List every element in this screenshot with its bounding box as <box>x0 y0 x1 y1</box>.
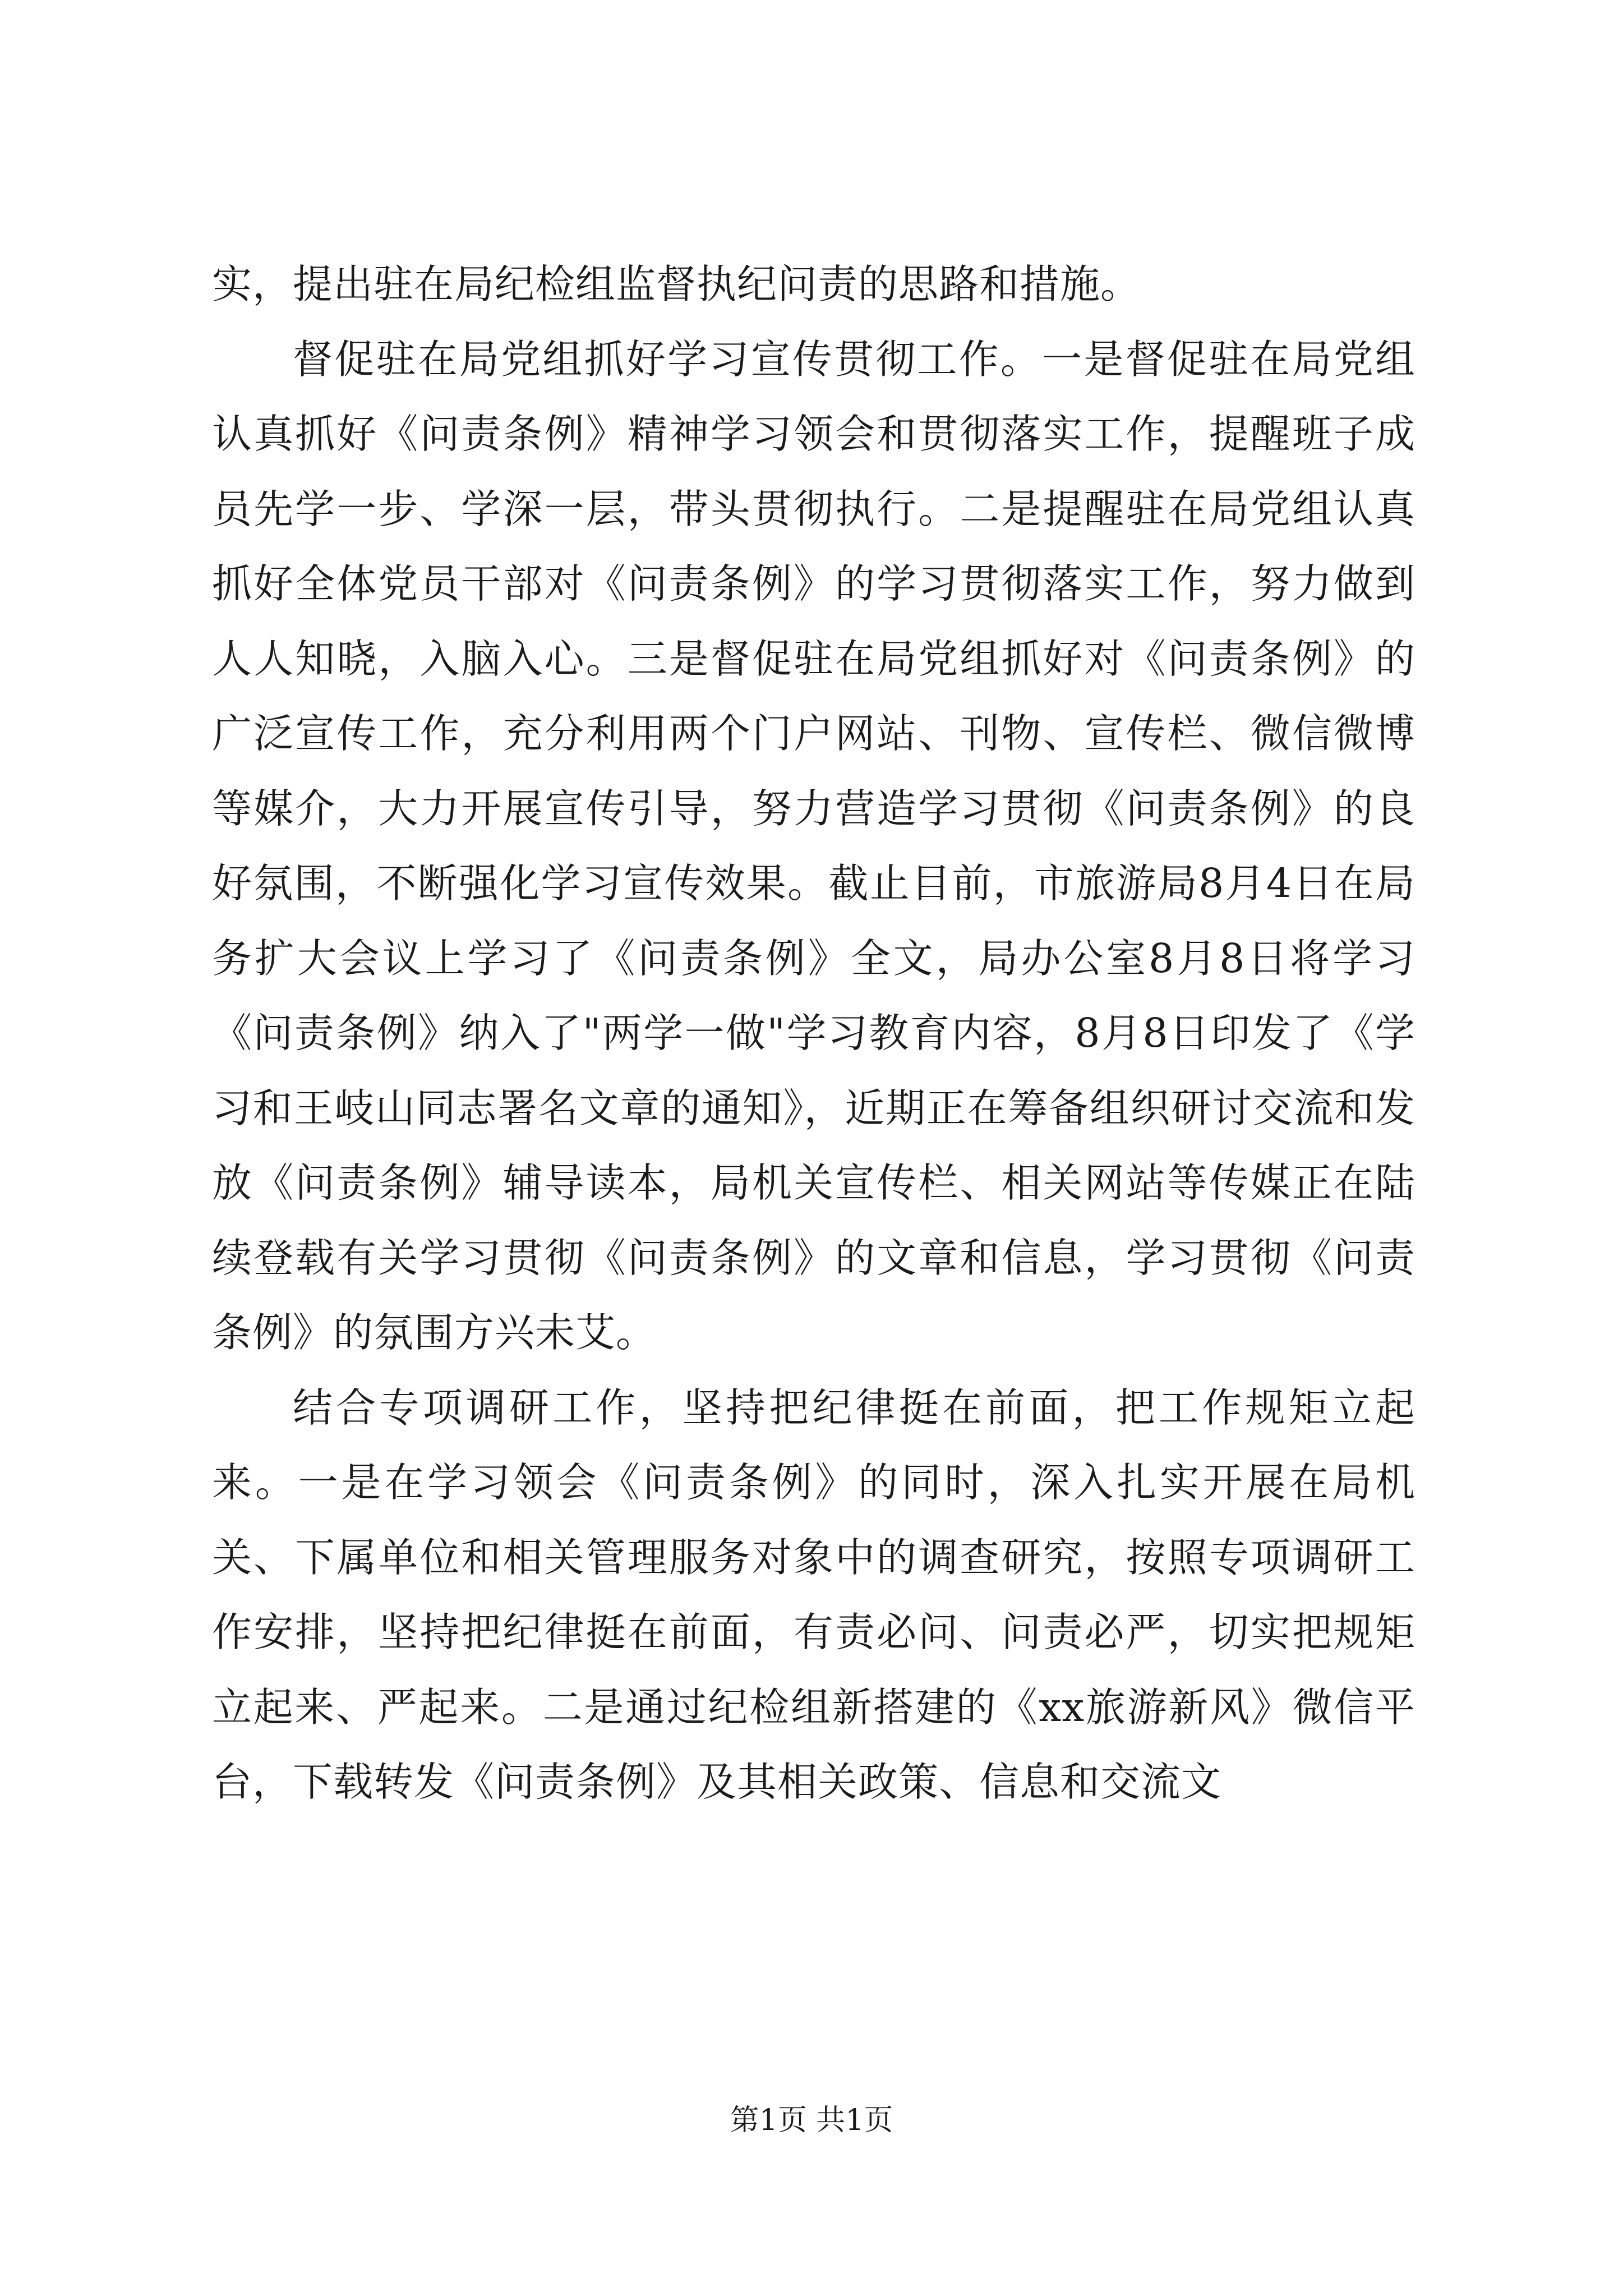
page-footer <box>0 2101 1623 2140</box>
paragraph-1: 实，提出驻在局纪检组监督执纪问责的思路和措施。 <box>212 261 1141 307</box>
paragraph-3: 结合专项调研工作，坚持把纪律挺在前面，把工作规矩立起来。一是在学习领会《问责条例》的同时，深入扎实开展在局机关、下属单位和相关管理服务对象中的调查研究，按照专项调研工作安排，坚持把纪律挺在前面，有责必问、问责必严，切实把规矩立起来、严起来。二是通过纪检组新搭建的《xx旅游新风》微信平台，下载转发《问责条例》及其相关政策、信息和交流文 <box>212 1384 1415 1805</box>
page-number-label: 第1页 共1页 <box>730 2104 893 2137</box>
document-body <box>212 247 1415 1820</box>
paragraph-2: 督促驻在局党组抓好学习宣传贯彻工作。一是督促驻在局党组认真抓好《问责条例》精神学习领会和贯彻落实工作，提醒班子成员先学一步、学深一层，带头贯彻执行。二是提醒驻在局党组认真抓好全体党员干部对《问责条例》的学习贯彻落实工作，努力做到人人知晓，入脑入心。三是督促驻在局党组抓好对《问责条例》的广泛宣传工作，充分利用两个门户网站、刊物、宣传栏、微信微博等媒介，大力开展宣传引导，努力营造学习贯彻《问责条例》的良好氛围，不断强化学习宣传效果。截止目前，市旅游局8月4日在局务扩大会议上学习了《问责条例》全文，局办公室8月8日将学习《问责条例》纳入了"两学一做"学习教育内容，8月8日印发了《学习和王岐山同志署名文章的通知》，近期正在筹备组织研讨交流和发放《问责条例》辅导读本，局机关宣传栏、相关网站等传媒正在陆续登载有关学习贯彻《问责条例》的文章和信息，学习贯彻《问责条例》的氛围方兴未艾。 <box>212 335 1415 1356</box>
